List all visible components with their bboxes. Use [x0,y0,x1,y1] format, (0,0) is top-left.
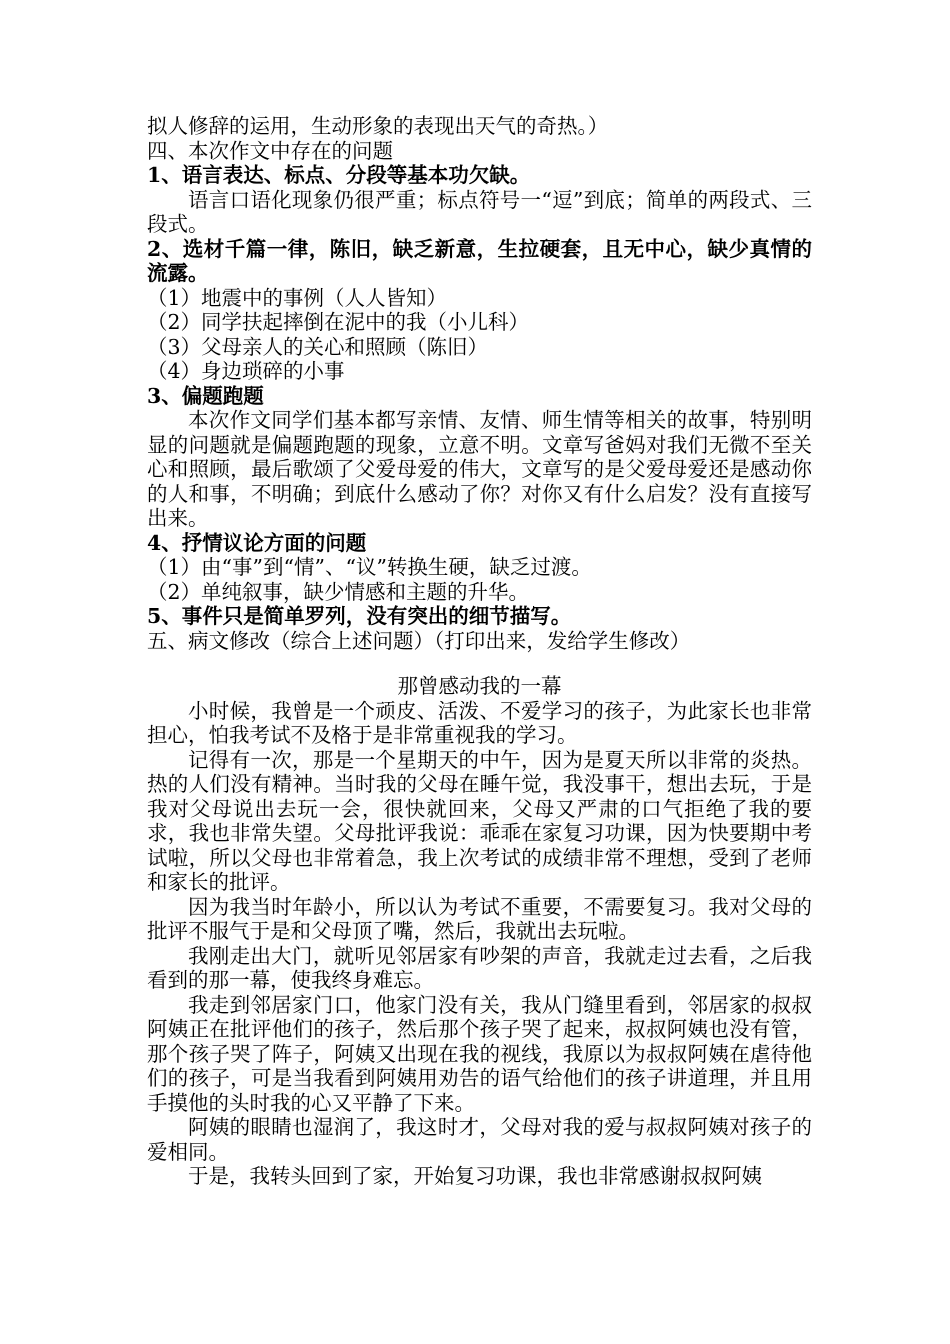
problem-3-paragraph: 本次作文同学们基本都写亲情、友情、师生情等相关的故事，特别明显的问题就是偏题跑题的现象，立意不明。文章写爸妈对我们无微不至关心和照顾，最后歌颂了父爱母爱的伟大，文章写的是父爱母爱还是感动你的人和事，不明确；到底什么感动了你？对你又有什么启发？没有直接写出来。 [147,408,812,530]
problem-heading-5: 5、事件只是简单罗列，没有突出的细节描写。 [147,604,572,628]
problem-2-item-2: （2）同学扶起摔倒在泥中的我（小儿科） [147,310,530,334]
essay-paragraph: 小时候，我曾是一个顽皮、活泼、不爱学习的孩子，为此家长也非常担心，怕我考试不及格于是非常重视我的学习。 [147,698,812,747]
problem-4-item-2: （2）单纯叙事，缺少情感和主题的升华。 [147,579,530,604]
problem-heading-1: 1、语言表达、标点、分段等基本功欠缺。 [147,163,531,187]
essay-paragraph: 因为我当时年龄小，所以认为考试不重要，不需要复习。我对父母的批评不服气于是和父母顶了嘴，然后，我就出去玩啦。 [147,894,812,943]
spacer [147,653,812,674]
problem-heading-3: 3、偏题跑题 [147,383,264,408]
essay-paragraph: 记得有一次，那是一个星期天的中午，因为是夏天所以非常的炎热。热的人们没有精神。当时我的父母在睡午觉，我没事干，想出去玩，于是我对父母说出去玩一会，很快就回来，父母又严肃的口气拒绝了我的要求，我也非常失望。父母批评我说：乖乖在家复习功课，因为快要期中考试啦，所以父母也非常着急，我上次考试的成绩非常不理想，受到了老师和家长的批评。 [147,747,812,894]
problem-1-paragraph: 语言口语化现象仍很严重；标点符号一“逗”到底；简单的两段式、三段式。 [147,187,812,236]
section-heading-revision: 五、病文修改（综合上述问题）（打印出来，发给学生修改） [147,628,691,653]
problem-2-item-4: （4）身边琐碎的小事 [147,359,345,383]
problem-2-item-1: （1）地震中的事例（人人皆知） [147,285,448,310]
essay-paragraph: 于是，我转头回到了家，开始复习功课，我也非常感谢叔叔阿姨 [188,1164,762,1188]
problem-heading-2: 2、选材千篇一律，陈旧，缺乏新意，生拉硬套，且无中心，缺少真情的流露。 [147,236,812,285]
section-heading-problems: 四、本次作文中存在的问题 [147,138,393,163]
essay-title: 那曾感动我的一幕 [397,674,562,698]
essay-paragraph: 我走到邻居家门口，他家门没有关，我从门缝里看到，邻居家的叔叔阿姨正在批评他们的孩子，然后那个孩子哭了起来，叔叔阿姨也没有管，那个孩子哭了阵子，阿姨又出现在我的视线，我原以为叔叔阿姨在虐待他们的孩子，可是当我看到阿姨用劝告的语气给他们的孩子讲道理，并且用手摸他的头时我的心又平静了下来。 [147,992,812,1115]
document-page [147,114,812,1189]
essay-paragraph: 阿姨的眼睛也湿润了，我这时才，父母对我的爱与叔叔阿姨对孩子的爱相同。 [147,1115,812,1164]
essay-paragraph: 我刚走出大门，就听见邻居家有吵架的声音，我就走过去看，之后我看到的那一幕，使我终身难忘。 [147,943,812,992]
problem-2-item-3: （3）父母亲人的关心和照顾（陈旧） [147,334,489,359]
problem-4-item-1: （1）由“事”到“情”、“议”转换生硬，缺乏过渡。 [147,555,592,579]
problem-heading-4: 4、抒情议论方面的问题 [147,530,367,555]
text-line-intro: 拟人修辞的运用，生动形象的表现出天气的奇热。） [147,114,609,138]
